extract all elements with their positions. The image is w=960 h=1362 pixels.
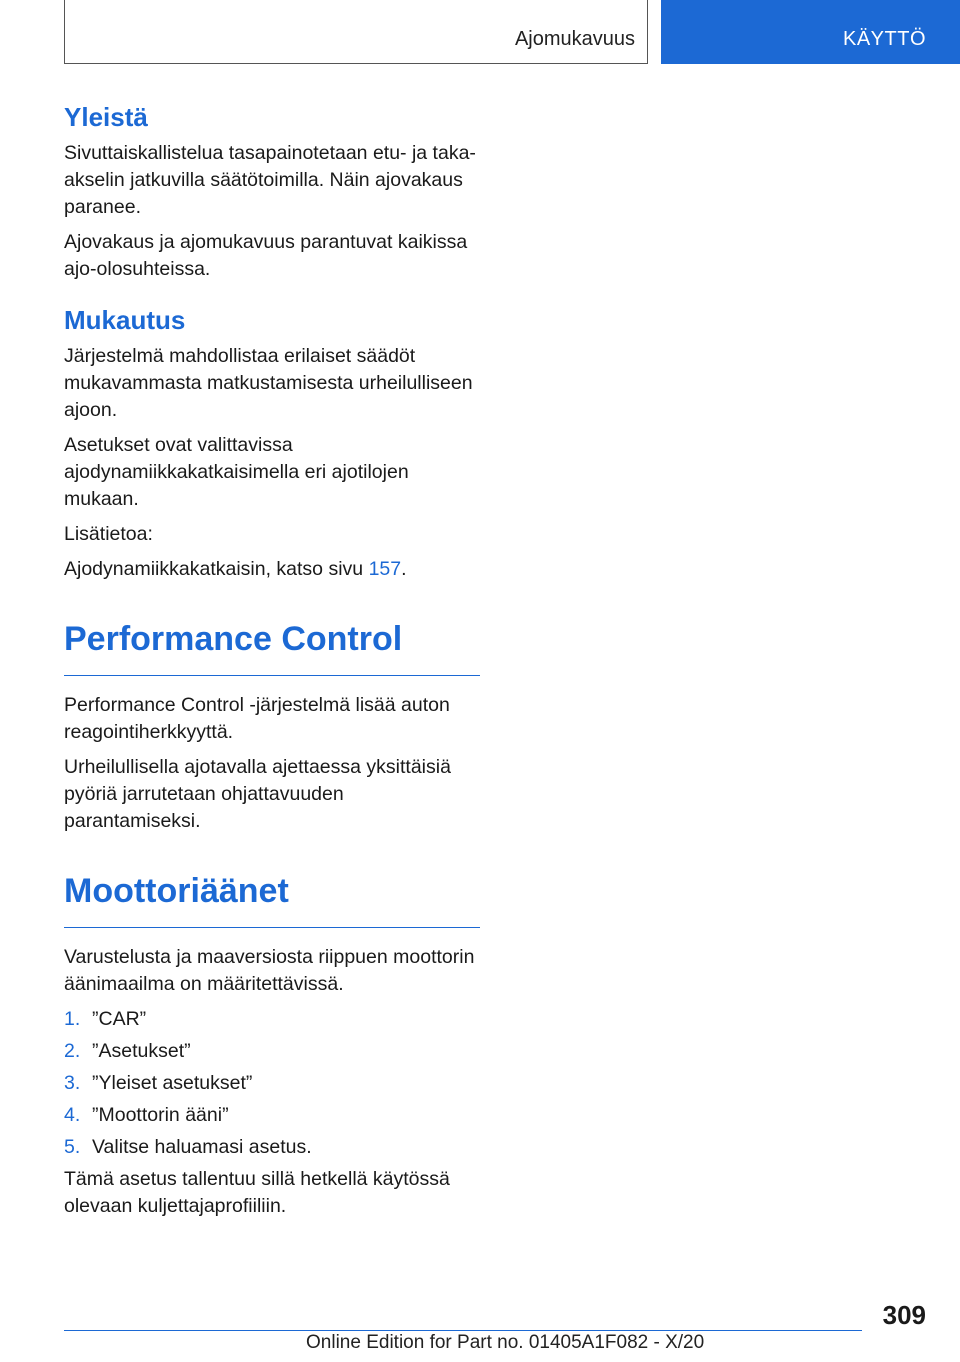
- page-content: [64, 100, 480, 1228]
- paragraph: Asetukset ovat valittavissa ajodynamiikkakatkaisimella eri ajotilojen mukaan.: [64, 434, 409, 510]
- list-item: [64, 1134, 480, 1161]
- header-chapter-tab: [661, 0, 960, 64]
- page-reference-link[interactable]: 157: [368, 558, 402, 580]
- footer-divider: [64, 1330, 862, 1331]
- paragraph: Tämä asetus tallentuu sillä hetkellä käytössä olevaan kuljettajaprofiiliin.: [64, 1168, 450, 1217]
- header-chapter-label: KÄYTTÖ: [842, 28, 926, 50]
- step-text: ”Moottorin ääni”: [92, 1104, 229, 1126]
- chapter-heading: Moottoriäänet: [64, 869, 480, 928]
- step-text: ”Asetukset”: [92, 1040, 191, 1062]
- paragraph: Lisätietoa:: [64, 523, 153, 545]
- step-number: 2.: [64, 1040, 81, 1062]
- list-item: [64, 1070, 480, 1097]
- section-heading: Mukautus: [64, 305, 186, 335]
- step-number: 4.: [64, 1104, 81, 1126]
- paragraph-with-link: [64, 556, 480, 583]
- paragraph-text: Ajodynamiikkakatkaisin, katso sivu: [64, 558, 364, 580]
- paragraph: Sivuttaiskallistelua tasapainotetaan etu- ja taka-akselin jatkuvilla säätötoimilla. Näin ajovakaus paranee.: [64, 142, 476, 218]
- section-mukautus: [64, 303, 480, 583]
- step-number: 1.: [64, 1008, 81, 1030]
- page-number: 309: [882, 1300, 926, 1330]
- list-item: [64, 1102, 480, 1129]
- paragraph-end: .: [401, 558, 407, 580]
- paragraph: Urheilullisella ajotavalla ajettaessa yksittäisiä pyöriä jarrutetaan ohjattavuuden parantamiseksi.: [64, 756, 451, 832]
- paragraph: Performance Control -järjestelmä lisää auton reagointiherkkyyttä.: [64, 694, 450, 743]
- step-text: Valitse haluamasi asetus.: [92, 1136, 312, 1158]
- header-section-title: Ajomukavuus: [514, 28, 635, 50]
- section-performance-control: [64, 617, 480, 835]
- chapter-heading: Performance Control: [64, 617, 480, 676]
- section-moottoriaanet: [64, 869, 480, 1220]
- steps-list: [64, 1006, 480, 1161]
- step-number: 3.: [64, 1072, 81, 1094]
- paragraph: Ajovakaus ja ajomukavuus parantuvat kaikissa ajo-olosuhteissa.: [64, 231, 468, 280]
- section-yleista: [64, 100, 480, 283]
- step-number: 5.: [64, 1136, 81, 1158]
- step-text: ”Yleiset asetukset”: [92, 1072, 253, 1094]
- step-text: ”CAR”: [92, 1008, 147, 1030]
- section-heading: Yleistä: [64, 102, 148, 132]
- paragraph: Varustelusta ja maaversiosta riippuen moottorin äänimaailma on määritettävissä.: [64, 946, 475, 995]
- header-section-box: [64, 0, 648, 64]
- list-item: [64, 1038, 480, 1065]
- footer-edition-text: Online Edition for Part no. 01405A1F082 - X/20: [306, 1332, 705, 1353]
- paragraph: Järjestelmä mahdollistaa erilaiset säädöt mukavammasta matkustamisesta urheilulliseen ajoon.: [64, 345, 473, 421]
- list-item: [64, 1006, 480, 1033]
